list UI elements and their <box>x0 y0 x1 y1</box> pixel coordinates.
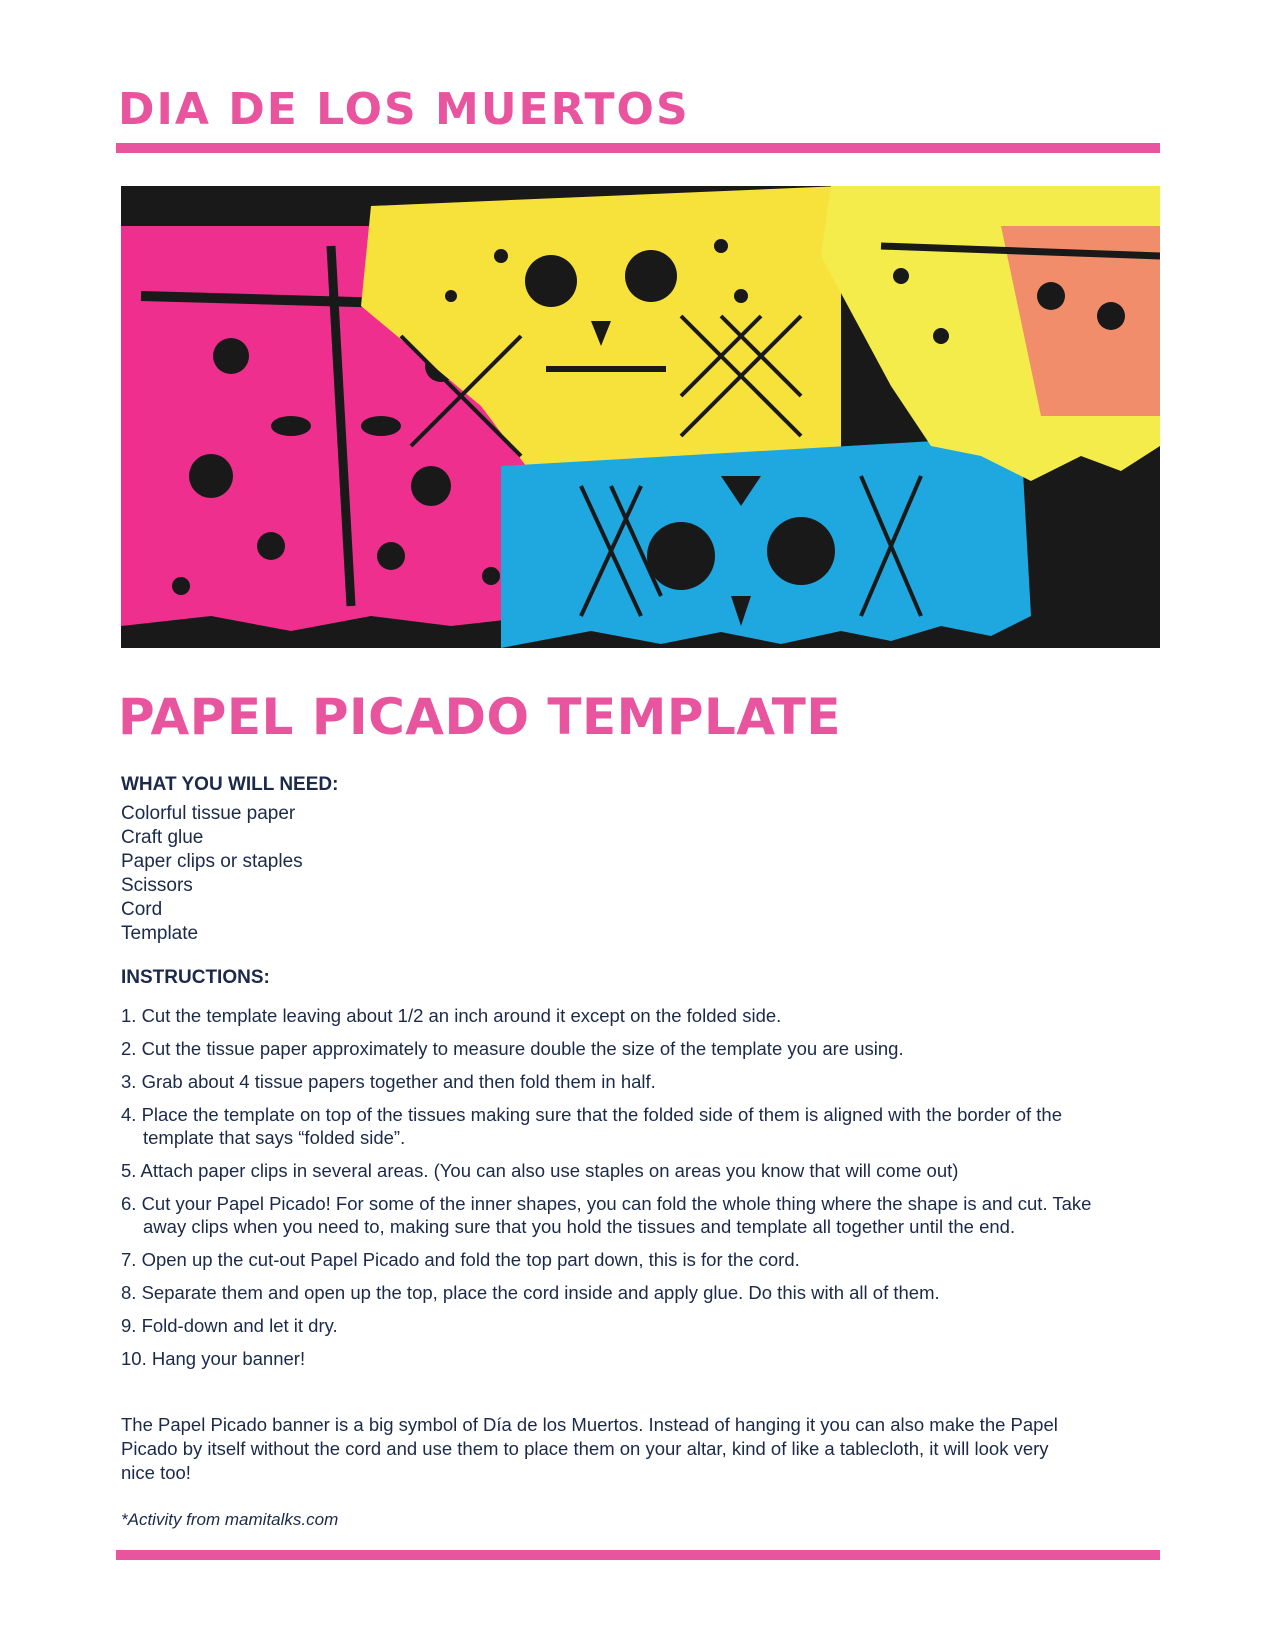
instruction-step: 3. Grab about 4 tissue papers together and then fold them in half. <box>121 1071 656 1092</box>
papel-picado-photo <box>121 186 1160 648</box>
list-item: Colorful tissue paper <box>121 803 296 824</box>
activity-credit: *Activity from mamitalks.com <box>121 1510 339 1529</box>
instruction-step: 1. Cut the template leaving about 1/2 an inch around it except on the folded side. <box>121 1005 782 1026</box>
instruction-step: 6. Cut your Papel Picado! For some of the inner shapes, you can fold the whole thing where the shape is and cut. Take away clips when you need to, making sure that you hold the tissues and template all together until the end. <box>121 1193 1092 1237</box>
bottom-divider <box>116 1550 1160 1560</box>
header-title: DIA DE LOS MUERTOS <box>118 84 690 135</box>
list-item: Craft glue <box>121 827 204 848</box>
instructions-heading: INSTRUCTIONS: <box>121 967 270 988</box>
closing-paragraph: The Papel Picado banner is a big symbol of Día de los Muertos. Instead of hanging it you can also make the Papel Picado by itself without the cord and use them to place them on your altar, kind of like a tablecloth, it will look very nice too! <box>121 1414 1058 1483</box>
instructions-list <box>121 1004 1101 1380</box>
list-item: Scissors <box>121 875 193 896</box>
instruction-step: 9. Fold-down and let it dry. <box>121 1315 338 1336</box>
instruction-step: 10. Hang your banner! <box>121 1348 306 1369</box>
list-item: Template <box>121 923 199 944</box>
list-item: Cord <box>121 899 163 920</box>
top-divider <box>116 143 1160 153</box>
instruction-step: 7. Open up the cut-out Papel Picado and fold the top part down, this is for the cord. <box>121 1249 800 1270</box>
instruction-step: 4. Place the template on top of the tissues making sure that the folded side of them is aligned with the border of the template that says “folded side”. <box>121 1104 1062 1148</box>
blue-banner <box>501 436 1031 648</box>
instruction-step: 2. Cut the tissue paper approximately to measure double the size of the template you are using. <box>121 1038 904 1059</box>
section-title: PAPEL PICADO TEMPLATE <box>118 688 841 746</box>
list-item: Paper clips or staples <box>121 851 303 872</box>
instruction-step: 5. Attach paper clips in several areas. (You can also use staples on areas you know that will come out) <box>121 1160 959 1181</box>
needs-list <box>121 802 303 946</box>
instruction-step: 8. Separate them and open up the top, place the cord inside and apply glue. Do this with all of them. <box>121 1282 940 1303</box>
needs-heading: WHAT YOU WILL NEED: <box>121 774 339 795</box>
hero-image <box>121 186 1160 648</box>
